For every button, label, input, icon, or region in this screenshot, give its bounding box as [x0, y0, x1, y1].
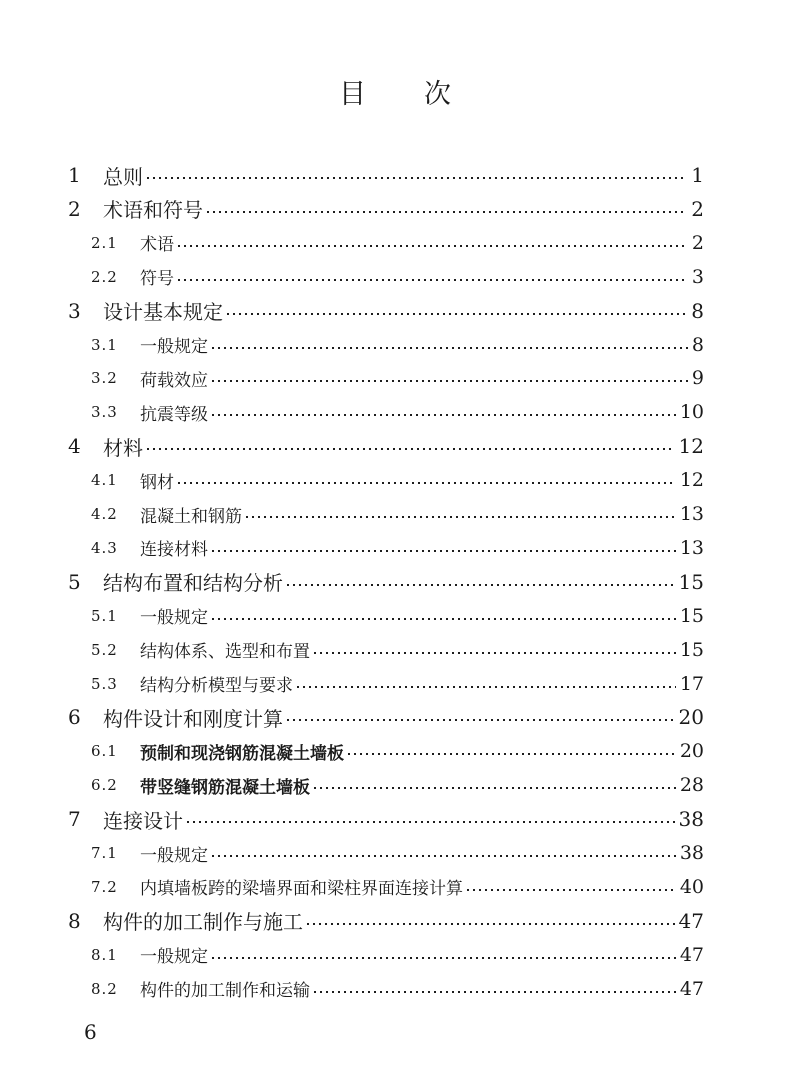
toc-entry[interactable] [0, 667, 790, 701]
toc-entry-title: 符号 [140, 264, 178, 289]
toc-entry-number: 8 [68, 908, 81, 933]
toc-entry-number: 5.2 [91, 640, 118, 659]
toc-leader-dots [176, 482, 678, 484]
page-title-char-2: 次 [424, 79, 451, 110]
toc-entry-page: 20 [675, 705, 704, 729]
toc-entry-page: 2 [688, 232, 704, 254]
toc-entry[interactable] [0, 734, 790, 768]
toc-leader-dots [312, 787, 678, 789]
toc-entry[interactable] [0, 497, 790, 531]
toc-entry-page: 47 [676, 978, 704, 1000]
toc-leader-dots [312, 652, 678, 654]
toc-entry[interactable] [0, 395, 790, 429]
toc-entry-title: 构件的加工制作和运输 [140, 976, 314, 1001]
toc-entry-number: 2.1 [91, 233, 118, 252]
toc-leader-dots [285, 584, 677, 586]
toc-entry-title: 预制和现浇钢筋混凝土墙板 [140, 739, 348, 764]
toc-entry-number: 4.1 [91, 471, 118, 490]
toc-leader-dots [346, 753, 678, 755]
toc-entry[interactable] [0, 768, 790, 802]
toc-entry-page: 15 [675, 570, 704, 594]
toc-entry-page: 13 [676, 537, 704, 559]
toc-entry-title: 带竖缝钢筋混凝土墙板 [140, 773, 314, 798]
toc-entry-number: 5 [68, 569, 81, 594]
toc-entry[interactable] [0, 633, 790, 667]
toc-entry[interactable] [0, 158, 790, 192]
toc-leader-dots [295, 686, 678, 688]
toc-entry-title: 连接设计 [103, 805, 187, 834]
toc-entry-title: 钢材 [140, 468, 178, 493]
toc-entry-title: 结构体系、选型和布置 [140, 637, 314, 662]
toc-entry-title: 构件设计和刚度计算 [103, 703, 287, 732]
toc-entry-page: 20 [676, 740, 704, 762]
toc-entry-page: 15 [676, 639, 704, 661]
toc-leader-dots [210, 618, 678, 620]
toc-entry[interactable] [0, 463, 790, 497]
toc-entry-page: 2 [687, 197, 704, 221]
toc-entry-title: 混凝土和钢筋 [140, 502, 246, 527]
toc-entry[interactable] [0, 938, 790, 972]
toc-entry-page: 8 [687, 299, 704, 323]
toc-leader-dots [205, 211, 689, 213]
toc-entry-page: 9 [688, 367, 704, 389]
toc-entry[interactable] [0, 904, 790, 938]
toc-entry-title: 构件的加工制作与施工 [103, 906, 307, 935]
toc-leader-dots [185, 821, 677, 823]
toc-entry-title: 总则 [103, 161, 147, 190]
toc-entry[interactable] [0, 802, 790, 836]
toc-leader-dots [305, 923, 677, 925]
toc-entry-number: 7.2 [91, 877, 118, 896]
toc-entry-title: 荷载效应 [140, 366, 212, 391]
toc-entry-page: 12 [676, 469, 704, 491]
toc-entry-number: 3 [68, 298, 81, 323]
toc-entry-number: 4.2 [91, 505, 118, 523]
toc-entry-page: 12 [675, 434, 704, 458]
toc-entry-title: 抗震等级 [140, 400, 212, 425]
toc-entry[interactable] [0, 192, 790, 226]
toc-entry-number: 4.3 [91, 538, 118, 557]
toc-entry[interactable] [0, 294, 790, 328]
toc-leader-dots [210, 550, 678, 552]
toc-leader-dots [210, 957, 678, 959]
toc-entry-number: 5.3 [91, 674, 118, 693]
toc-entry-title: 一般规定 [140, 332, 212, 357]
toc-entry-number: 1 [68, 163, 81, 187]
toc-entry-page: 38 [675, 807, 704, 831]
toc-entry[interactable] [0, 870, 790, 904]
toc-entry-number: 7 [68, 807, 81, 832]
toc-entry-number: 8.2 [91, 979, 118, 998]
toc-entry[interactable] [0, 328, 790, 362]
toc-entry-title: 设计基本规定 [103, 296, 227, 325]
toc-leader-dots [145, 448, 677, 450]
toc-entry-page: 40 [676, 876, 704, 898]
toc-entry-page: 15 [676, 605, 704, 627]
page-number: 6 [84, 1020, 97, 1044]
toc-entry-number: 3.1 [91, 335, 118, 354]
toc-entry[interactable] [0, 599, 790, 633]
toc-entry-page: 13 [676, 503, 704, 525]
toc-entry-page: 47 [675, 909, 704, 933]
toc-entry-number: 4 [68, 434, 81, 459]
toc-entry-page: 1 [687, 163, 704, 187]
toc-entry-number: 2 [68, 196, 81, 221]
toc-entry-title: 一般规定 [140, 942, 212, 967]
toc-entry-page: 38 [676, 842, 704, 864]
toc-entry-number: 6.2 [91, 776, 118, 795]
toc-entry-title: 材料 [103, 432, 147, 461]
toc-entry-number: 3.2 [91, 369, 118, 388]
toc-entry-page: 3 [688, 266, 704, 288]
toc-entry[interactable] [0, 260, 790, 294]
toc-leader-dots [244, 516, 678, 518]
toc-entry-number: 3.3 [91, 403, 118, 422]
toc-entry-title: 结构布置和结构分析 [103, 567, 287, 596]
toc-leader-dots [465, 889, 678, 891]
toc-leader-dots [225, 313, 689, 315]
page-title-char-1: 目 [339, 79, 366, 110]
toc-entry-number: 2.2 [91, 267, 118, 286]
toc-entry[interactable] [0, 700, 790, 734]
toc-entry-page: 17 [676, 673, 704, 695]
toc-leader-dots [176, 245, 690, 247]
toc-entry-title: 一般规定 [140, 603, 212, 628]
toc-entry-title: 连接材料 [140, 535, 212, 560]
toc-entry[interactable] [0, 226, 790, 260]
toc-entry-number: 7.1 [91, 844, 118, 862]
toc-entry-number: 8.1 [91, 945, 118, 964]
toc-entry[interactable] [0, 565, 790, 599]
toc-entry-title: 内填墙板跨的梁墙界面和梁柱界面连接计算 [140, 874, 467, 899]
toc-entry-title: 术语和符号 [103, 194, 207, 223]
toc-entry-title: 一般规定 [140, 841, 212, 866]
page-title [0, 72, 790, 111]
toc-entry-number: 6 [68, 705, 81, 730]
toc-leader-dots [176, 279, 690, 281]
toc-leader-dots [285, 719, 677, 721]
toc-entry-number: 6.1 [91, 742, 118, 761]
toc-leader-dots [210, 380, 690, 382]
toc-entry[interactable] [0, 361, 790, 395]
toc-entry[interactable] [0, 972, 790, 1006]
toc-entry[interactable] [0, 429, 790, 463]
toc-entry-title: 结构分析模型与要求 [140, 671, 297, 696]
toc-leader-dots [145, 177, 689, 179]
toc-entry-page: 10 [676, 401, 704, 423]
toc-leader-dots [210, 414, 678, 416]
toc-leader-dots [210, 855, 678, 857]
toc-entry-title: 术语 [140, 230, 178, 255]
toc-entry-page: 8 [688, 334, 704, 356]
toc-entry-page: 28 [676, 774, 704, 796]
toc-entry-page: 47 [676, 944, 704, 966]
toc-entry[interactable] [0, 836, 790, 870]
toc-entry-number: 5.1 [91, 606, 118, 625]
toc-leader-dots [210, 347, 690, 349]
toc-leader-dots [312, 991, 678, 993]
toc-entry[interactable] [0, 531, 790, 565]
